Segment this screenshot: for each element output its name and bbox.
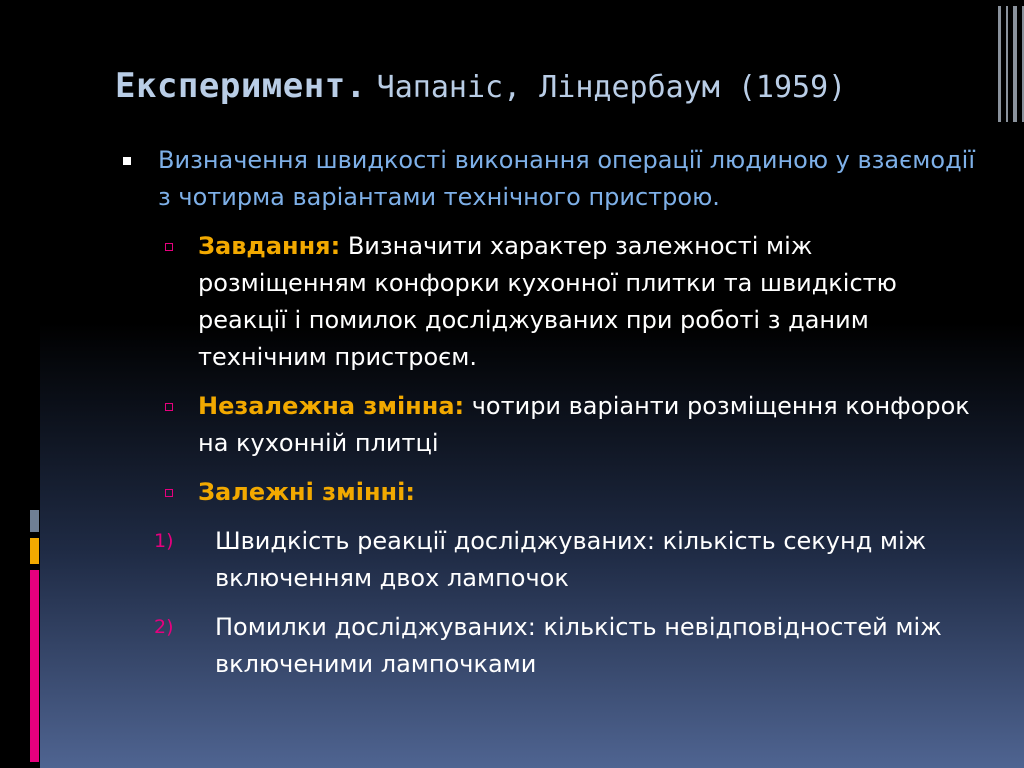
bullet-label: Залежні змінні: bbox=[198, 478, 415, 506]
numbered-item-2 bbox=[118, 609, 978, 683]
deco-line bbox=[1006, 6, 1008, 122]
bullet-item-dependent-variables bbox=[118, 474, 978, 511]
accent-bar-gray bbox=[30, 510, 39, 532]
left-margin bbox=[0, 0, 40, 768]
bullet-item-main bbox=[118, 142, 978, 216]
list-number: 2) bbox=[154, 616, 174, 638]
bullet-label: Завдання: bbox=[198, 232, 341, 260]
slide-title bbox=[115, 66, 975, 116]
numbered-item-1 bbox=[118, 523, 978, 597]
bullet-item-task bbox=[118, 228, 978, 376]
bullet-label: Незалежна змінна: bbox=[198, 392, 465, 420]
deco-line bbox=[1013, 6, 1017, 122]
hollow-square-bullet-icon bbox=[165, 403, 173, 411]
bullet-text: чотири варіанти розміщення конфорок на кухонній плитці bbox=[198, 392, 970, 457]
title-bold: Експеримент. bbox=[115, 66, 367, 106]
bullet-text: Визначити характер залежності між розміщенням конфорки кухонної плитки та швидкістю реакції і помилок досліджуваних при роботі з даним технічним пристроєм. bbox=[198, 232, 897, 371]
accent-bar-pink bbox=[30, 570, 39, 762]
decorative-lines bbox=[998, 6, 1024, 122]
square-bullet-icon bbox=[123, 157, 131, 165]
bullet-item-independent-variable bbox=[118, 388, 978, 462]
accent-bar-orange bbox=[30, 538, 39, 564]
hollow-square-bullet-icon bbox=[165, 243, 173, 251]
deco-line bbox=[998, 6, 1001, 122]
title-authors: Чапаніс, Ліндербаум (1959) bbox=[376, 70, 847, 105]
numbered-text: Швидкість реакції досліджуваних: кількість секунд між включенням двох лампочок bbox=[215, 527, 927, 592]
slide-content bbox=[118, 142, 978, 683]
list-number: 1) bbox=[154, 530, 174, 552]
bullet-text: Визначення швидкості виконання операції людиною у взаємодії з чотирма варіантами технічного пристрою. bbox=[158, 146, 975, 211]
numbered-text: Помилки досліджуваних: кількість невідповідностей між включеними лампочками bbox=[215, 613, 942, 678]
hollow-square-bullet-icon bbox=[165, 489, 173, 497]
